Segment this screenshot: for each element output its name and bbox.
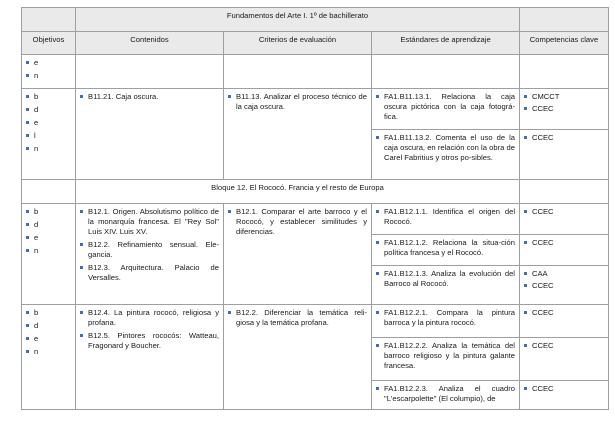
competencias-cell xyxy=(520,55,609,89)
criterio-item: B12.1. Comparar el arte barroco y el Rococó, y establecer similitudes y diferencias. xyxy=(228,207,367,237)
competencia-item: CAA xyxy=(524,269,604,279)
objetivo-item: l xyxy=(26,131,71,141)
criterios-cell xyxy=(224,55,372,89)
competencia-item: CCEC xyxy=(524,308,604,318)
estandares-cell xyxy=(372,338,520,381)
block-title-spacer xyxy=(22,180,76,204)
table-title-row xyxy=(22,8,609,32)
objetivos-cell xyxy=(22,204,76,305)
contenidos-cell xyxy=(76,204,224,305)
estandar-item: FA1.B12.1.3. Analiza la evolución del Barroco al Rococó. xyxy=(376,269,515,289)
block-title-spacer-right xyxy=(520,180,609,204)
objetivo-item: e xyxy=(26,334,71,344)
criterio-item: B11.13. Analizar el proceso técnico de la caja oscura. xyxy=(228,92,367,112)
contenidos-cell xyxy=(76,89,224,180)
objetivo-item: d xyxy=(26,321,71,331)
title-spacer-cell-right xyxy=(520,8,609,32)
competencia-item: CMCCT xyxy=(524,92,604,102)
contenido-item: B12.2. Refinamiento sensual. Ele-gancia. xyxy=(80,240,219,260)
competencias-cell xyxy=(520,89,609,130)
block-title-row xyxy=(22,180,609,204)
contenido-item: B12.1. Origen. Absolutismo político de la monarquía francesa. El "Rey Sol" Luis XIV. Luis XV. xyxy=(80,207,219,237)
objetivo-item: d xyxy=(26,220,71,230)
objetivo-item: d xyxy=(26,105,71,115)
objetivo-item: n xyxy=(26,144,71,154)
estandares-cell xyxy=(372,55,520,89)
header-criterios: Criterios de evaluación xyxy=(224,32,372,55)
block-title: Bloque 12. El Rococó. Francia y el resto de Europa xyxy=(76,180,520,204)
contenidos-cell xyxy=(76,55,224,89)
objetivos-cell xyxy=(22,89,76,180)
table-row xyxy=(22,55,609,89)
objetivo-item: e xyxy=(26,58,71,68)
contenido-item: B12.3. Arquitectura. Palacio de Versalles. xyxy=(80,263,219,283)
objetivo-item: b xyxy=(26,92,71,102)
competencia-item: CCEC xyxy=(524,384,604,394)
estandares-cell xyxy=(372,235,520,266)
competencias-cell xyxy=(520,338,609,381)
objetivo-item: n xyxy=(26,71,71,81)
competencias-cell xyxy=(520,204,609,235)
estandares-cell xyxy=(372,381,520,410)
criterios-cell xyxy=(224,204,372,305)
objetivo-item: b xyxy=(26,308,71,318)
competencia-item: CCEC xyxy=(524,133,604,143)
objetivo-item: n xyxy=(26,347,71,357)
competencia-item: CCEC xyxy=(524,104,604,114)
competencia-item: CCEC xyxy=(524,281,604,291)
table-title: Fundamentos del Arte I. 1º de bachillerato xyxy=(76,8,520,32)
objetivo-item: e xyxy=(26,118,71,128)
objetivos-cell xyxy=(22,305,76,410)
table-row xyxy=(22,305,609,338)
estandares-cell xyxy=(372,305,520,338)
contenido-item: B11.21. Caja oscura. xyxy=(80,92,219,102)
objetivo-item: b xyxy=(26,207,71,217)
contenidos-cell xyxy=(76,305,224,410)
estandar-item: FA1.B11.13.2. Comenta el uso de la caja oscura, en relación con la obra de Carel Fabritius y otros po-sibles. xyxy=(376,133,515,163)
competencias-cell xyxy=(520,266,609,305)
header-competencias: Competencias clave xyxy=(520,32,609,55)
contenido-item: B12.5. Pintores rococós: Watteau, Fragonard y Boucher. xyxy=(80,331,219,351)
table-row xyxy=(22,204,609,235)
competencias-cell xyxy=(520,130,609,180)
objetivos-cell xyxy=(22,55,76,89)
objetivo-item: e xyxy=(26,233,71,243)
competencia-item: CCEC xyxy=(524,341,604,351)
competencias-cell xyxy=(520,381,609,410)
column-header-row xyxy=(22,32,609,55)
header-objetivos: Objetivos xyxy=(22,32,76,55)
header-contenidos: Contenidos xyxy=(76,32,224,55)
estandar-item: FA1.B12.2.3. Analiza el cuadro "L'escarpolette" (El columpio), de xyxy=(376,384,515,404)
criterios-cell xyxy=(224,89,372,180)
contenido-item: B12.4. La pintura rococó, religiosa y profana. xyxy=(80,308,219,328)
estandar-item: FA1.B12.1.1. Identifica el origen del Rococó. xyxy=(376,207,515,227)
estandares-cell xyxy=(372,89,520,130)
objetivo-item: n xyxy=(26,246,71,256)
estandar-item: FA1.B11.13.1. Relaciona la caja oscura pictórica con la caja fotográ-fica. xyxy=(376,92,515,122)
estandares-cell xyxy=(372,204,520,235)
competencias-cell xyxy=(520,305,609,338)
estandar-item: FA1.B12.2.1. Compara la pintura barroca y la pintura rococó. xyxy=(376,308,515,328)
competencias-cell xyxy=(520,235,609,266)
curriculum-table xyxy=(21,7,609,410)
title-spacer-cell xyxy=(22,8,76,32)
estandar-item: FA1.B12.2.2. Analiza la temática del barroco religioso y la pintura galante francesa. xyxy=(376,341,515,371)
criterio-item: B12.2. Diferenciar la temática reli-giosa y la temática profana. xyxy=(228,308,367,328)
competencia-item: CCEC xyxy=(524,207,604,217)
table-row xyxy=(22,89,609,130)
estandares-cell xyxy=(372,266,520,305)
estandares-cell xyxy=(372,130,520,180)
header-estandares: Estándares de aprendizaje xyxy=(372,32,520,55)
competencia-item: CCEC xyxy=(524,238,604,248)
criterios-cell xyxy=(224,305,372,410)
estandar-item: FA1.B12.1.2. Relaciona la situa-ción política francesa y el Rococó. xyxy=(376,238,515,258)
